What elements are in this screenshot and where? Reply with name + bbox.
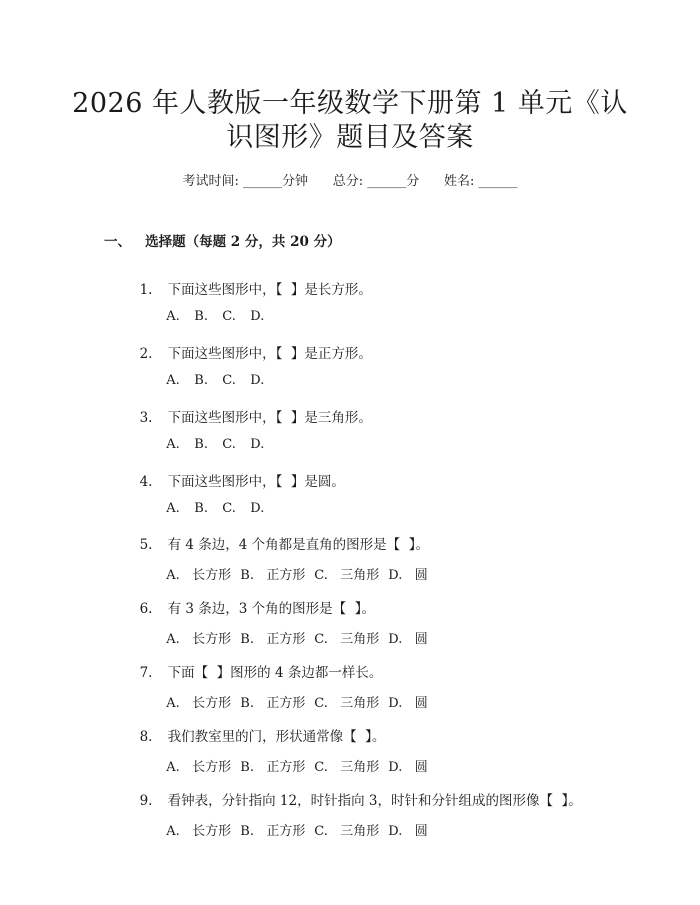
question-text: 下面这些图形中，【 】是正方形。 xyxy=(167,346,372,362)
question-number: 4. xyxy=(139,474,153,490)
question-text: 下面这些图形中，【 】是三角形。 xyxy=(167,410,372,426)
option-d[interactable]: D. xyxy=(250,501,265,516)
option-b[interactable]: B. xyxy=(194,309,208,324)
option-a[interactable]: A. 长方形 xyxy=(166,632,232,647)
option-b[interactable]: B. 正方形 xyxy=(240,632,306,647)
question-text: 下面这些图形中，【 】是长方形。 xyxy=(167,282,372,298)
option-d[interactable]: D. 圆 xyxy=(388,824,428,839)
option-b[interactable]: B. 正方形 xyxy=(240,760,306,775)
question-number: 9. xyxy=(139,793,153,809)
option-b[interactable]: B. 正方形 xyxy=(240,824,306,839)
question-text: 看钟表，分针指向 12，时针指向 3，时针和分针组成的图形像【 】。 xyxy=(167,793,582,809)
option-c[interactable]: C. xyxy=(222,309,236,324)
option-b[interactable]: B. xyxy=(194,501,208,516)
question-1 xyxy=(131,262,372,298)
option-b[interactable]: B. 正方形 xyxy=(240,568,306,583)
option-c[interactable]: C. 三角形 xyxy=(314,824,380,839)
question-number: 6. xyxy=(139,601,153,617)
options-7 xyxy=(158,677,462,711)
question-text: 下面【 】图形的 4 条边都一样长。 xyxy=(167,665,383,681)
option-d[interactable]: D. 圆 xyxy=(388,760,428,775)
question-number: 1. xyxy=(139,282,153,298)
options-9 xyxy=(158,805,462,839)
option-c[interactable]: C. 三角形 xyxy=(314,568,380,583)
question-text: 有 3 条边，3 个角的图形是【 】。 xyxy=(167,601,375,617)
question-3 xyxy=(131,390,372,426)
option-c[interactable]: C. 三角形 xyxy=(314,696,380,711)
option-d[interactable]: D. 圆 xyxy=(388,568,428,583)
section-heading: 一、 选择题（每题 2 分，共 20 分） xyxy=(104,234,341,250)
question-text: 下面这些图形中，【 】是圆。 xyxy=(167,474,345,490)
question-number: 7. xyxy=(139,665,153,681)
option-d[interactable]: D. xyxy=(250,373,265,388)
question-7 xyxy=(131,645,382,681)
question-8 xyxy=(131,709,385,745)
question-2 xyxy=(131,326,372,362)
question-number: 2. xyxy=(139,346,153,362)
option-c[interactable]: C. xyxy=(222,501,236,516)
options-3 xyxy=(158,422,278,452)
option-d[interactable]: D. xyxy=(250,309,265,324)
option-b[interactable]: B. 正方形 xyxy=(240,696,306,711)
options-2 xyxy=(158,358,278,388)
question-number: 8. xyxy=(139,729,153,745)
option-d[interactable]: D. 圆 xyxy=(388,632,428,647)
option-a[interactable]: A. 长方形 xyxy=(166,760,232,775)
options-5 xyxy=(158,549,462,583)
question-text: 我们教室里的门，形状通常像【 】。 xyxy=(167,729,386,745)
option-a[interactable]: A. 长方形 xyxy=(166,568,232,583)
option-a[interactable]: A. 长方形 xyxy=(166,824,232,839)
option-a[interactable]: A. xyxy=(166,309,180,324)
option-c[interactable]: C. xyxy=(222,373,236,388)
options-4 xyxy=(158,486,278,516)
option-a[interactable]: A. xyxy=(166,437,180,452)
option-a[interactable]: A. xyxy=(166,373,180,388)
question-number: 3. xyxy=(139,410,153,426)
page-title-line-2: 识图形》题目及答案 xyxy=(226,122,474,153)
option-a[interactable]: A. xyxy=(166,501,180,516)
options-6 xyxy=(158,613,462,647)
page-title-line-1: 2026 年人教版一年级数学下册第 1 单元《认 xyxy=(72,88,628,119)
exam-info: 考试时间: ______分钟 总分: ______分 姓名: ______ xyxy=(182,174,518,189)
question-5 xyxy=(131,517,429,553)
option-d[interactable]: D. xyxy=(250,437,265,452)
question-6 xyxy=(131,581,375,617)
option-c[interactable]: C. 三角形 xyxy=(314,632,380,647)
option-b[interactable]: B. xyxy=(194,373,208,388)
question-4 xyxy=(131,454,345,490)
option-c[interactable]: C. xyxy=(222,437,236,452)
options-8 xyxy=(158,741,462,775)
question-number: 5. xyxy=(139,537,153,553)
options-1 xyxy=(158,294,278,324)
option-c[interactable]: C. 三角形 xyxy=(314,760,380,775)
option-b[interactable]: B. xyxy=(194,437,208,452)
option-a[interactable]: A. 长方形 xyxy=(166,696,232,711)
question-text: 有 4 条边，4 个角都是直角的图形是【 】。 xyxy=(167,537,429,553)
option-d[interactable]: D. 圆 xyxy=(388,696,428,711)
question-9 xyxy=(131,773,582,809)
